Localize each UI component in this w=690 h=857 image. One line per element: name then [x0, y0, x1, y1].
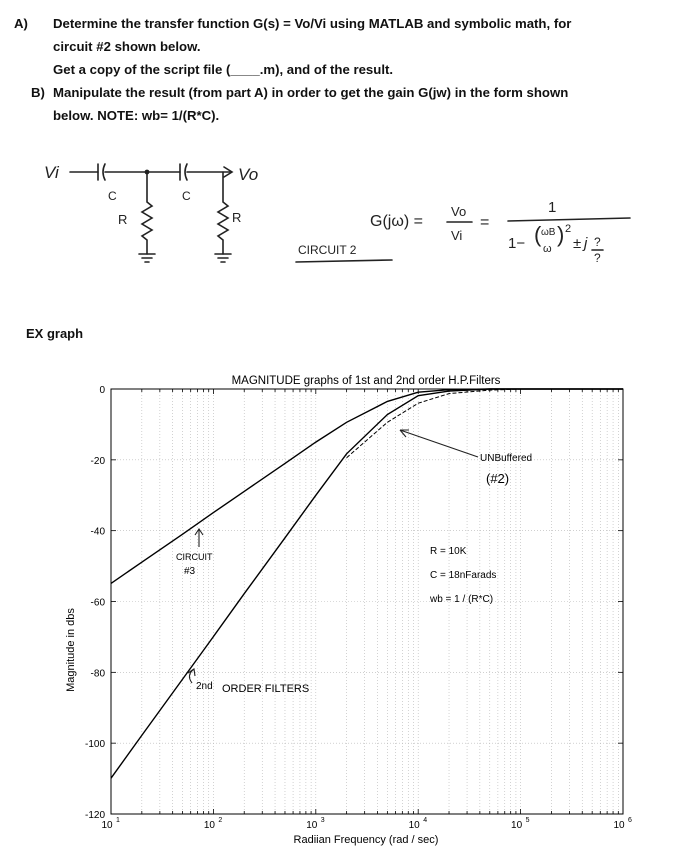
filename-blank: ____: [230, 62, 260, 77]
equation-vi: Vi: [451, 228, 463, 243]
equation-plus-minus: ±: [573, 235, 582, 252]
y-tick-label: -60: [90, 597, 105, 609]
annotation-r: R = 10K: [430, 546, 467, 557]
c2-label: C: [182, 189, 191, 203]
y-tick-label: -80: [90, 668, 105, 680]
x-tick-label: 10: [203, 820, 215, 831]
y-tick-label: -100: [84, 739, 105, 751]
annotation-c: C = 18nFarads: [430, 570, 497, 581]
annotation-circuit3-number: #3: [184, 566, 196, 577]
x-tick-exponent: 5: [525, 817, 530, 824]
question-a-line3: [53, 63, 393, 76]
ex-graph-label: EX graph: [26, 326, 84, 341]
series-line-2: [111, 389, 623, 778]
c1-label: C: [108, 189, 117, 203]
x-tick-label: 10: [613, 820, 625, 831]
equation-lhs: G(jω) =: [370, 213, 423, 230]
series-line-3: [347, 389, 623, 458]
equation-omega: ω: [543, 243, 552, 255]
question-a-label: A): [14, 16, 28, 31]
vo-label: Vo: [238, 165, 259, 184]
r1-label: R: [118, 212, 128, 227]
chart-title: MAGNITUDE graphs of 1st and 2nd order H.P.Filters: [231, 375, 501, 387]
question-b-label: B): [31, 85, 45, 100]
question-a-line3-pre: Get a copy of the script file (: [53, 62, 231, 77]
question-a-line3-post: .m), and of the result.: [259, 62, 394, 77]
equation-numerator-one: 1: [548, 199, 557, 216]
magnitude-chart: [0, 357, 690, 857]
vi-label: Vi: [44, 163, 59, 182]
question-a-line2: circuit #2 shown below.: [53, 39, 201, 54]
ground-2: [215, 254, 231, 262]
x-tick-exponent: 4: [423, 817, 428, 824]
equation-question-num: ?: [594, 235, 601, 249]
x-tick-label: 10: [306, 820, 318, 831]
annotation-circuit3: CIRCUIT: [176, 552, 213, 562]
x-tick-label: 10: [511, 820, 523, 831]
resistor-1: [142, 172, 152, 254]
equation-vo: Vo: [451, 204, 467, 219]
x-tick-exponent: 6: [628, 817, 632, 824]
r2-label: R: [232, 210, 242, 225]
equation-omega-b: ωB: [541, 227, 556, 238]
x-tick-exponent: 2: [218, 817, 223, 824]
annotation-wb: wb = 1 / (R*C): [430, 594, 494, 605]
annotation-unbuffered-number: (#2): [486, 471, 510, 486]
circuit-sketch: [0, 150, 690, 300]
y-tick-label: -20: [90, 455, 105, 467]
curves: [111, 389, 623, 778]
capacitor-1: [98, 164, 105, 180]
equation-j: j: [584, 235, 588, 252]
resistor-2: [218, 172, 228, 254]
equation-equals: =: [480, 214, 490, 231]
ticks: [85, 385, 632, 831]
question-a-line1: Determine the transfer function G(s) = Vo/Vi using MATLAB and symbolic math, for: [53, 16, 572, 31]
svg-text:): ): [557, 222, 565, 247]
y-tick-label: -40: [90, 526, 105, 538]
question-b-line1: Manipulate the result (from part A) in order to get the gain G(jw) in the form shown: [53, 85, 569, 100]
x-tick-exponent: 1: [116, 817, 120, 824]
annotation-second: 2nd: [196, 681, 213, 692]
capacitor-2: [180, 164, 187, 180]
equation-question-den: ?: [594, 251, 601, 265]
x-tick-exponent: 3: [320, 817, 325, 824]
x-tick-label: 10: [408, 820, 420, 831]
svg-text:(: (: [534, 222, 542, 247]
x-axis-label: Radiian Frequency (rad / sec): [293, 834, 439, 846]
circuit-2-label: CIRCUIT 2: [298, 243, 357, 257]
annotation-order-filters: ORDER FILTERS: [222, 683, 310, 695]
y-axis-label: Magnitude in dbs: [65, 608, 77, 692]
grid: [111, 389, 623, 814]
x-tick-label: 10: [101, 820, 113, 831]
ground-1: [139, 254, 155, 262]
y-tick-label: -120: [84, 810, 105, 821]
equation-exponent: 2: [565, 223, 572, 235]
question-b-line2: below. NOTE: wb= 1/(R*C).: [53, 108, 220, 123]
equation-one-minus: 1−: [508, 235, 526, 252]
annotation-unbuffered: UNBuffered: [480, 453, 533, 464]
y-tick-label: 0: [99, 385, 105, 396]
